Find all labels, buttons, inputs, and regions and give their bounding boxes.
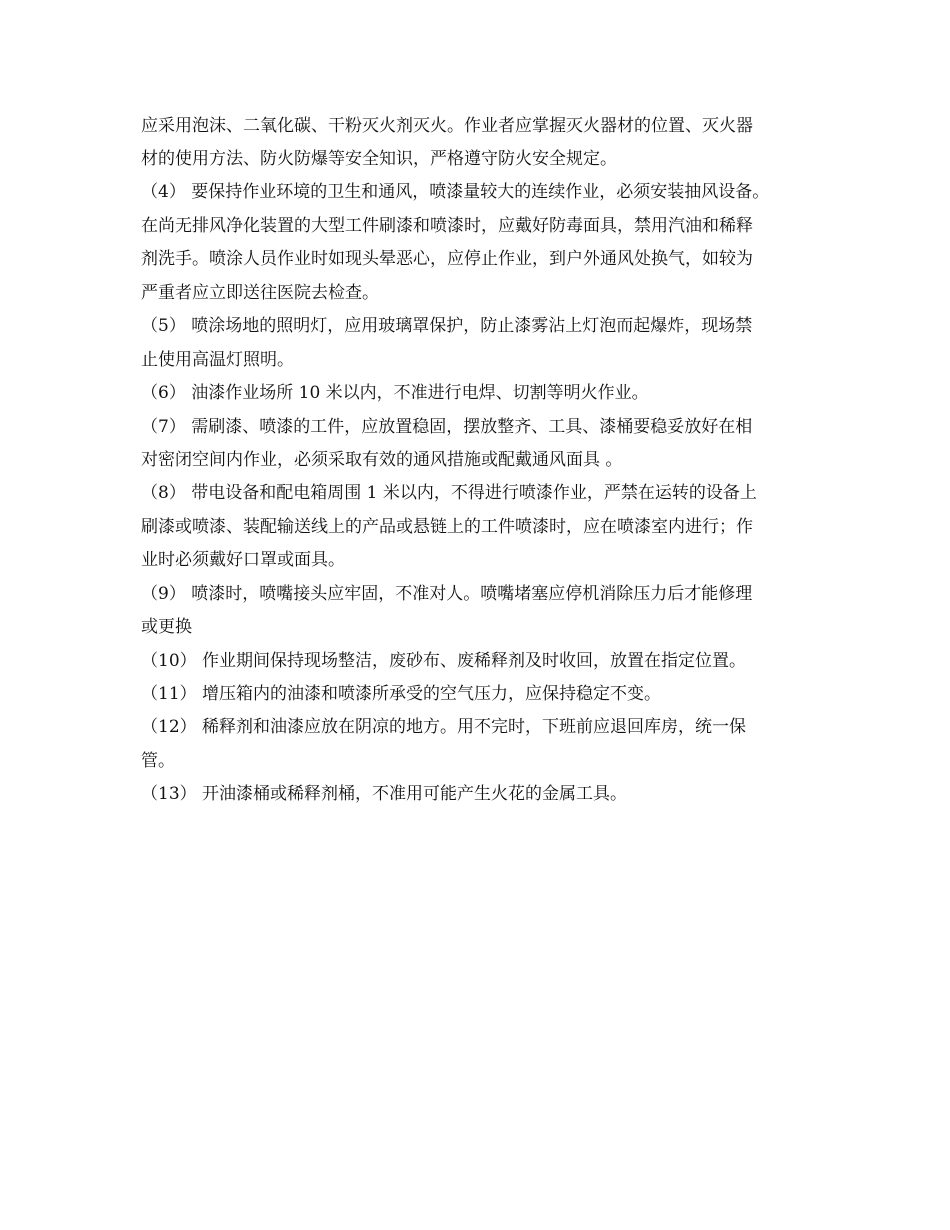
text-line: （8） 带电设备和配电箱周围 1 米以内，不得进行喷漆作业，严禁在运转的设备上 bbox=[141, 483, 757, 503]
text-line: （5） 喷涂场地的照明灯，应用玻璃罩保护，防止漆雾沾上灯泡而起爆炸，现场禁 bbox=[141, 316, 753, 336]
text-line: （7） 需刷漆、喷漆的工件，应放置稳固，摆放整齐、工具、漆桶要稳妥放好在相 bbox=[141, 417, 753, 437]
text-line: （13） 开油漆桶或稀释剂桶，不准用可能产生火花的金属工具。 bbox=[141, 784, 628, 804]
text-line: 材的使用方法、防火防爆等安全知识，严格遵守防火安全规定。 bbox=[141, 149, 617, 169]
text-line: 管。 bbox=[141, 751, 175, 771]
text-line: 对密闭空间内作业，必须采取有效的通风措施或配戴通风面具 。 bbox=[141, 450, 623, 470]
text-line: （9） 喷漆时，喷嘴接头应牢固，不准对人。喷嘴堵塞应停机消除压力后才能修理 bbox=[141, 584, 753, 604]
text-line: 剂洗手。喷涂人员作业时如现头晕恶心，应停止作业，到户外通风处换气，如较为 bbox=[141, 249, 753, 269]
text-line: 止使用高温灯照明。 bbox=[141, 350, 294, 370]
text-line: （10） 作业期间保持现场整洁，废砂布、废稀释剂及时收回，放置在指定位置。 bbox=[141, 651, 747, 671]
text-line: 业时必须戴好口罩或面具。 bbox=[141, 550, 345, 570]
text-line: （12） 稀释剂和油漆应放在阴凉的地方。用不完时，下班前应退回库房，统一保 bbox=[141, 717, 747, 737]
text-line: 刷漆或喷漆、装配输送线上的产品或悬链上的工件喷漆时，应在喷漆室内进行；作 bbox=[141, 517, 753, 537]
text-line: （11） 增压箱内的油漆和喷漆所承受的空气压力，应保持稳定不变。 bbox=[141, 684, 662, 704]
text-line: 严重者应立即送往医院去检查。 bbox=[141, 283, 379, 303]
text-line: 或更换 bbox=[141, 617, 192, 637]
text-line: （4） 要保持作业环境的卫生和通风，喷漆量较大的连续作业，必须安装抽风设备。 bbox=[141, 182, 770, 202]
text-line: 在尚无排风净化装置的大型工件刷漆和喷漆时，应戴好防毒面具，禁用汽油和稀释 bbox=[141, 216, 753, 236]
text-line: （6） 油漆作业场所 10 米以内，不准进行电焊、切割等明火作业。 bbox=[141, 383, 649, 403]
text-line: 应采用泡沫、二氧化碳、干粉灭火剂灭火。作业者应掌握灭火器材的位置、灭火器 bbox=[141, 116, 753, 136]
